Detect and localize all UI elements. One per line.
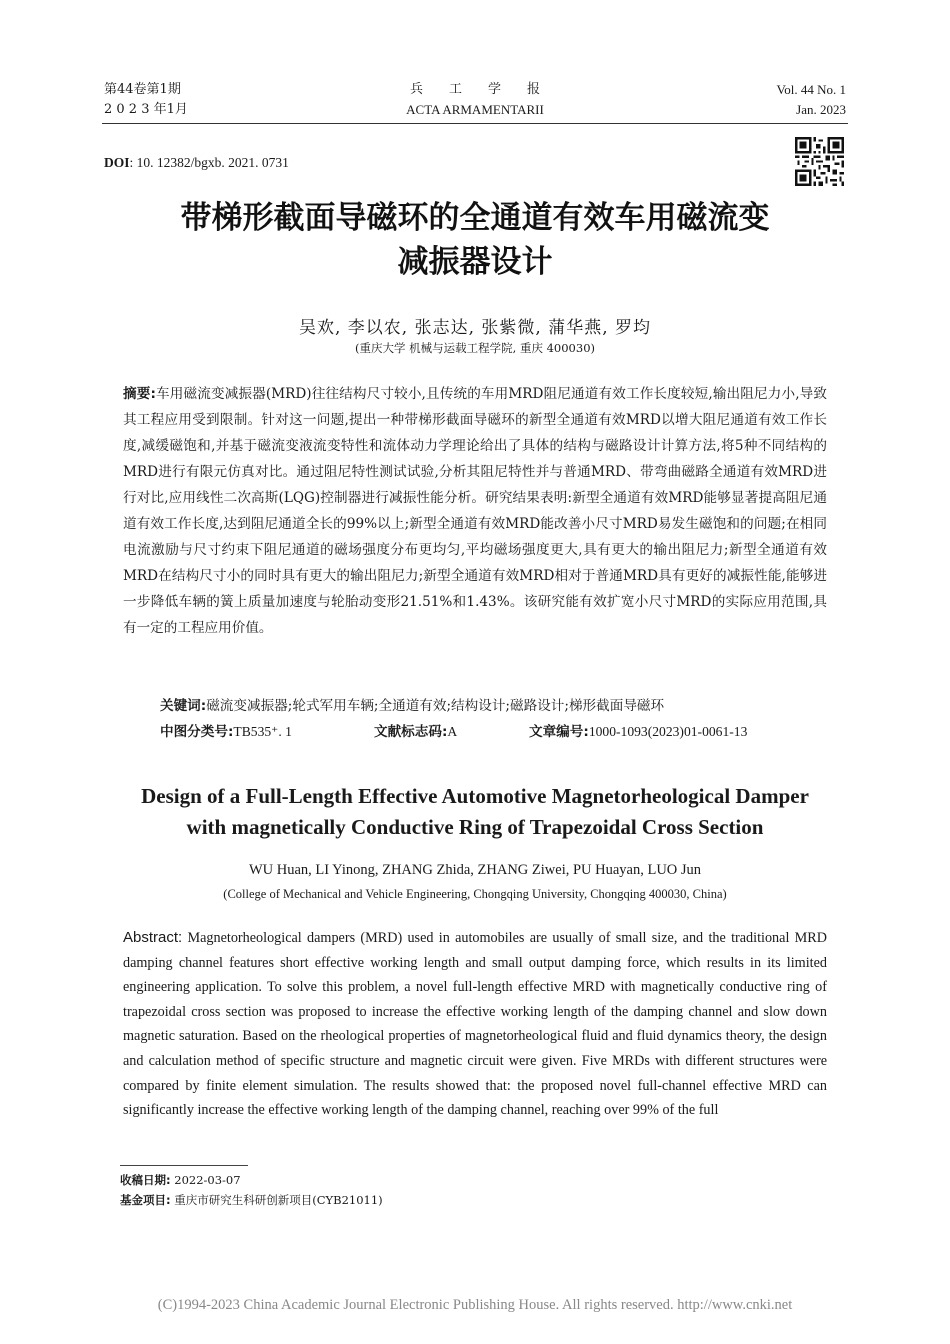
article-number-label: 文章编号 (529, 724, 584, 740)
title-en-line-2: with magnetically Conductive Ring of Trapezoidal Cross Section (186, 815, 764, 839)
doi-label: DOI (104, 155, 130, 170)
doi-line (104, 155, 289, 171)
abstract-zh-text: 车用磁流变减振器(MRD)往往结构尺寸较小,且传统的车用MRD阻尼通道有效工作长度较短,输出阻尼力小,导致其工程应用受到限制。针对这一问题,提出一种带梯形截面导磁环的新型全通道有效MRD以增大阻尼通道有效工作长度,减缓磁饱和,并基于磁流变液流变特性和流体动力学理论给出了具体的结构与磁路设计计算方法,将5种不同结构的MRD进行有限元仿真对比。通过阻尼特性测试试验,分析其阻尼特性并与普通MRD、带弯曲磁路全通道有效MRD进行对比,应用线性二次高斯(LQG)控制器进行减振性能分析。研究结果表明:新型全通道有效MRD能够显著提高阻尼通道有效工作长度,达到阻尼通道全长的99%以上;新型全通道有效MRD能改善小尺寸MRD易发生磁饱和的问题;在相同电流激励与尺寸约束下阻尼通道的磁场强度分布更均匀,平均磁场强度更大,具有更大的输出阻尼力;新型全通道有效MRD在结构尺寸小的同时具有更大的输出阻尼力;新型全通道有效MRD相对于普通MRD具有更好的减振性能,能够进一步降低车辆的簧上质量加速度与轮胎动变形21.51%和1.43%。该研究能有效扩宽小尺寸MRD的实际应用范围,具有一定的工程应用价值。 (123, 386, 827, 636)
journal-name-zh: 兵 工 学 报 (409, 82, 540, 97)
received-colon: : (166, 1173, 171, 1187)
abstract-zh-colon: : (150, 386, 156, 402)
clc-value: TB535⁺. 1 (233, 724, 292, 739)
header-rule (102, 123, 848, 124)
abstract-zh-label: 摘要 (123, 386, 151, 402)
affiliation-en: (College of Mechanical and Vehicle Engineering, Chongqing University, Chongqing 400030, China) (223, 887, 727, 901)
fund-project (120, 1190, 383, 1210)
affiliation-zh: (重庆大学 机械与运载工程学院, 重庆 400030) (355, 341, 595, 355)
volume-issue: 第44卷第1期 (104, 82, 181, 97)
date-en: Jan. 2023 (796, 102, 846, 117)
doc-code-label: 文献标志码 (374, 724, 442, 740)
doc-code-row (374, 721, 457, 743)
received-value: 2022-03-07 (174, 1173, 241, 1187)
copyright-notice: (C)1994-2023 China Academic Journal Electronic Publishing House. All rights reserved. http://www.cnki.net (157, 1297, 793, 1313)
abstract-en-label: Abstract (123, 929, 179, 946)
clc-colon: : (227, 724, 234, 740)
footnote-rule (120, 1165, 248, 1166)
article-number-value: 1000-1093(2023)01-0061-13 (588, 724, 748, 739)
doc-code-colon: : (441, 724, 448, 740)
article-number-colon: : (583, 724, 589, 740)
title-en-line-1: Design of a Full-Length Effective Automotive Magnetorheological Damper (141, 784, 809, 808)
authors-zh: 吴欢, 李以农, 张志达, 张紫微, 蒲华燕, 罗均 (298, 318, 652, 338)
keywords-zh-text: 磁流变减振器;轮式军用车辆;全通道有效;结构设计;磁路设计;梯形截面导磁环 (206, 698, 665, 714)
issue-date: 2 0 2 3 年1月 (104, 102, 188, 117)
classification-row (160, 721, 292, 743)
journal-name-en: ACTA ARMAMENTARII (406, 102, 544, 117)
abstract-en-colon: : (178, 929, 183, 946)
fund-value: 重庆市研究生科研创新项目(CYB21011) (174, 1193, 383, 1207)
volume-number-en: Vol. 44 No. 1 (776, 82, 846, 97)
authors-en: WU Huan, LI Yinong, ZHANG Zhida, ZHANG Ziwei, PU Huayan, LUO Jun (248, 862, 702, 878)
abstract-en (123, 926, 827, 1123)
received-date (120, 1170, 241, 1190)
abstract-en-text: Magnetorheological dampers (MRD) used in automobiles are usually of small size, and the traditional MRD damping channel features short effective working length and small output damping force, which results in its limited engineering application. To solve this problem, a novel full-length effective MRD with magnetically conductive ring of trapezoidal cross section was proposed to increase the effective working length of the damping channel and slow down magnetic saturation. Based on the rheological properties of magnetorheological fluid and fluid dynamics theory, the design and calculation method of specific structure and magnetic circuit were given. Five MRDs with different structures were compared by finite element simulation. The results showed that: the proposed novel full-channel effective MRD can significantly increase the effective working length of the damping channel, reaching over 99% of the full (123, 930, 827, 1119)
doi-value[interactable]: 10. 12382/bgxb. 2021. 0731 (136, 155, 289, 170)
article-number-row (529, 721, 747, 743)
clc-label: 中图分类号 (160, 724, 228, 740)
fund-colon: : (166, 1193, 171, 1207)
received-label: 收稿日期 (120, 1173, 166, 1187)
keywords-zh-colon: : (200, 698, 207, 714)
doi-separator: : (129, 155, 134, 170)
fund-label: 基金项目 (120, 1193, 166, 1207)
keywords-zh (160, 695, 664, 717)
doc-code-value: A (447, 724, 458, 739)
keywords-zh-label: 关键词 (160, 698, 201, 714)
qr-code-icon[interactable] (795, 137, 844, 186)
title-zh-line-1: 带梯形截面导磁环的全通道有效车用磁流变 (180, 200, 770, 236)
title-zh-line-2: 减振器设计 (397, 244, 553, 280)
abstract-zh (123, 381, 827, 641)
